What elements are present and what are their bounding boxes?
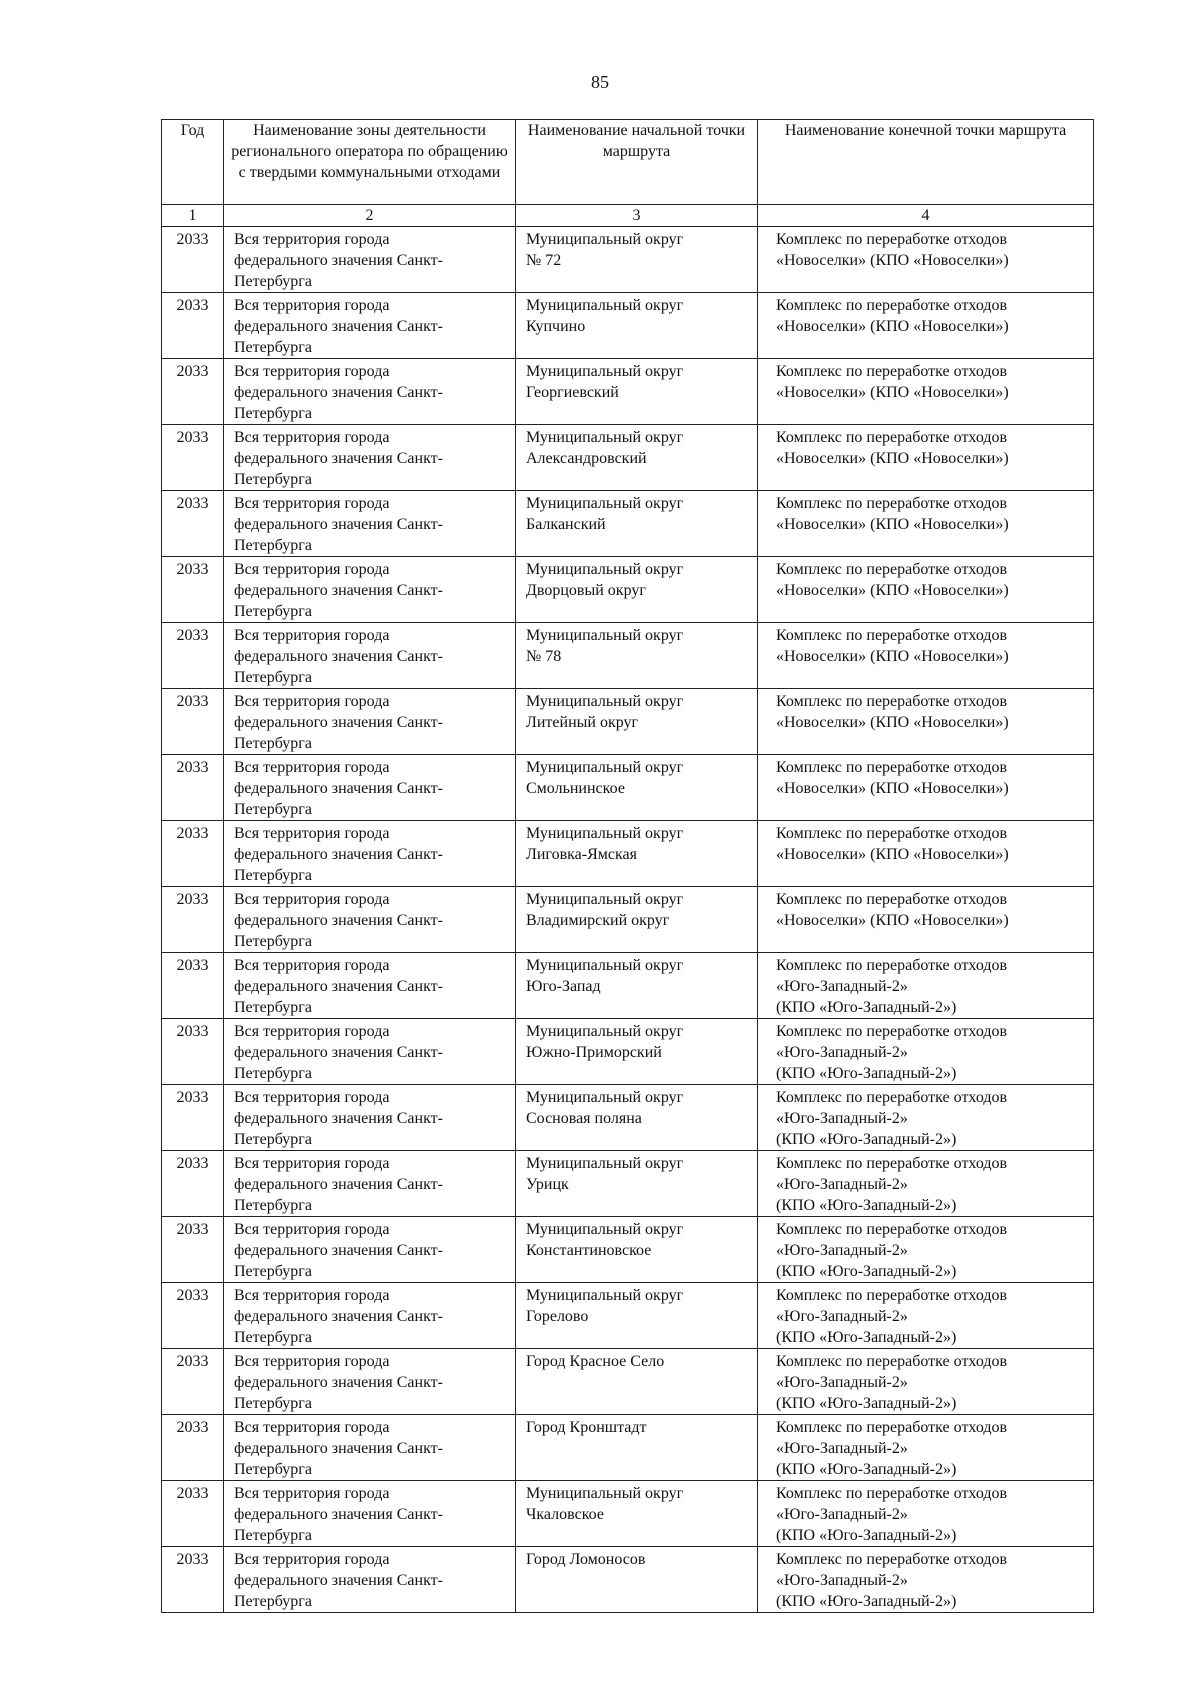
- end-point-cell: [758, 425, 1094, 491]
- end-point-cell: [758, 821, 1094, 887]
- table-row: [162, 1415, 1094, 1481]
- header-start-point: Наименование начальной точки маршрута: [516, 120, 758, 205]
- start-point-cell-line: Муниципальный округ: [526, 693, 684, 710]
- column-number: 2: [224, 205, 516, 227]
- start-point-cell-line: Город Ломоносов: [526, 1551, 646, 1568]
- start-point-cell: [516, 1283, 758, 1349]
- zone-cell-line: Петербурга: [234, 405, 312, 422]
- end-point-cell-line: «Юго-Западный-2»: [776, 1044, 908, 1061]
- end-point-cell: [758, 689, 1094, 755]
- end-point-cell-line: «Новоселки» (КПО «Новоселки»): [776, 450, 1009, 467]
- zone-cell-line: Вся территория города: [234, 1221, 390, 1238]
- zone-cell: [224, 1217, 516, 1283]
- start-point-cell-line: Литейный округ: [526, 714, 639, 731]
- zone-cell-line: Петербурга: [234, 1263, 312, 1280]
- zone-cell: [224, 1415, 516, 1481]
- zone-cell: [224, 1151, 516, 1217]
- zone-cell-line: федерального значения Санкт-: [234, 912, 443, 929]
- start-point-cell: [516, 1349, 758, 1415]
- zone-cell-line: федерального значения Санкт-: [234, 648, 443, 665]
- zone-cell: [224, 821, 516, 887]
- column-number: 3: [516, 205, 758, 227]
- start-point-cell-line: Муниципальный округ: [526, 1485, 684, 1502]
- table-row: [162, 359, 1094, 425]
- start-point-cell-line: Муниципальный округ: [526, 429, 684, 446]
- end-point-cell-line: Комплекс по переработке отходов: [776, 561, 1008, 578]
- zone-cell-line: федерального значения Санкт-: [234, 1044, 443, 1061]
- end-point-cell-line: Комплекс по переработке отходов: [776, 693, 1008, 710]
- zone-cell-line: федерального значения Санкт-: [234, 780, 443, 797]
- zone-cell-line: Петербурга: [234, 273, 312, 290]
- end-point-cell: [758, 359, 1094, 425]
- end-point-cell-line: Комплекс по переработке отходов: [776, 759, 1008, 776]
- zone-cell-line: Вся территория города: [234, 1353, 390, 1370]
- end-point-cell-line: (КПО «Юго-Западный-2»): [776, 999, 957, 1016]
- year-cell: 2033: [162, 425, 224, 491]
- start-point-cell-line: Юго-Запад: [526, 978, 601, 995]
- zone-cell-line: Петербурга: [234, 1461, 312, 1478]
- start-point-cell: [516, 953, 758, 1019]
- start-point-cell: [516, 755, 758, 821]
- zone-cell-line: федерального значения Санкт-: [234, 582, 443, 599]
- start-point-cell-line: Балканский: [526, 516, 606, 533]
- zone-cell-line: Петербурга: [234, 735, 312, 752]
- start-point-cell-line: Дворцовый округ: [526, 582, 646, 599]
- end-point-cell-line: «Юго-Западный-2»: [776, 1110, 908, 1127]
- start-point-cell-line: Лиговка-Ямская: [526, 846, 637, 863]
- zone-cell: [224, 1547, 516, 1613]
- zone-cell: [224, 1349, 516, 1415]
- end-point-cell-line: «Новоселки» (КПО «Новоселки»): [776, 780, 1009, 797]
- zone-cell-line: федерального значения Санкт-: [234, 846, 443, 863]
- zone-cell-line: Вся территория города: [234, 231, 390, 248]
- start-point-cell: [516, 1217, 758, 1283]
- start-point-cell: [516, 293, 758, 359]
- start-point-cell-line: Муниципальный округ: [526, 231, 684, 248]
- end-point-cell-line: Комплекс по переработке отходов: [776, 297, 1008, 314]
- zone-cell-line: Петербурга: [234, 867, 312, 884]
- zone-cell-line: федерального значения Санкт-: [234, 978, 443, 995]
- year-cell: 2033: [162, 491, 224, 557]
- start-point-cell-line: Муниципальный округ: [526, 759, 684, 776]
- zone-cell: [224, 425, 516, 491]
- end-point-cell-line: Комплекс по переработке отходов: [776, 825, 1008, 842]
- zone-cell-line: Вся территория города: [234, 957, 390, 974]
- zone-cell-line: федерального значения Санкт-: [234, 1440, 443, 1457]
- zone-cell: [224, 887, 516, 953]
- header-row: [162, 120, 1094, 205]
- end-point-cell-line: Комплекс по переработке отходов: [776, 363, 1008, 380]
- table-row: [162, 227, 1094, 293]
- zone-cell-line: федерального значения Санкт-: [234, 1242, 443, 1259]
- column-number: 4: [758, 205, 1094, 227]
- table-row: [162, 557, 1094, 623]
- end-point-cell: [758, 1415, 1094, 1481]
- zone-cell: [224, 953, 516, 1019]
- table-row: [162, 293, 1094, 359]
- zone-cell-line: Вся территория города: [234, 1023, 390, 1040]
- table-row: [162, 1283, 1094, 1349]
- year-cell: 2033: [162, 293, 224, 359]
- start-point-cell-line: Муниципальный округ: [526, 891, 684, 908]
- zone-cell-line: федерального значения Санкт-: [234, 516, 443, 533]
- start-point-cell-line: Муниципальный округ: [526, 495, 684, 512]
- zone-cell-line: Петербурга: [234, 933, 312, 950]
- end-point-cell: [758, 227, 1094, 293]
- start-point-cell: [516, 1085, 758, 1151]
- zone-cell-line: Петербурга: [234, 1329, 312, 1346]
- start-point-cell: [516, 359, 758, 425]
- zone-cell-line: Петербурга: [234, 339, 312, 356]
- end-point-cell-line: (КПО «Юго-Западный-2»): [776, 1593, 957, 1610]
- start-point-cell-line: Муниципальный округ: [526, 363, 684, 380]
- zone-cell: [224, 1283, 516, 1349]
- zone-cell-line: Петербурга: [234, 1131, 312, 1148]
- start-point-cell-line: Муниципальный округ: [526, 825, 684, 842]
- zone-cell-line: Петербурга: [234, 471, 312, 488]
- year-cell: 2033: [162, 1481, 224, 1547]
- page-number: 85: [591, 72, 609, 92]
- header-zone: Наименование зоны деятельности регионального оператора по обращению с твердыми коммунальными отходами: [224, 120, 516, 205]
- end-point-cell-line: (КПО «Юго-Западный-2»): [776, 1461, 957, 1478]
- year-cell: 2033: [162, 227, 224, 293]
- start-point-cell: [516, 491, 758, 557]
- end-point-cell-line: Комплекс по переработке отходов: [776, 1287, 1008, 1304]
- end-point-cell-line: «Новоселки» (КПО «Новоселки»): [776, 648, 1009, 665]
- zone-cell-line: Петербурга: [234, 537, 312, 554]
- start-point-cell-line: Муниципальный округ: [526, 1089, 684, 1106]
- end-point-cell-line: Комплекс по переработке отходов: [776, 1551, 1008, 1568]
- start-point-cell: [516, 821, 758, 887]
- table-row: [162, 755, 1094, 821]
- route-table: [161, 119, 1094, 1613]
- table-row: [162, 1085, 1094, 1151]
- year-cell: 2033: [162, 359, 224, 425]
- end-point-cell: [758, 1151, 1094, 1217]
- end-point-cell-line: Комплекс по переработке отходов: [776, 1485, 1008, 1502]
- zone-cell-line: Вся территория города: [234, 1155, 390, 1172]
- end-point-cell-line: «Новоселки» (КПО «Новоселки»): [776, 516, 1009, 533]
- end-point-cell-line: «Новоселки» (КПО «Новоселки»): [776, 384, 1009, 401]
- start-point-cell-line: № 78: [526, 648, 562, 665]
- zone-cell-line: федерального значения Санкт-: [234, 1506, 443, 1523]
- zone-cell-line: федерального значения Санкт-: [234, 318, 443, 335]
- end-point-cell-line: (КПО «Юго-Западный-2»): [776, 1065, 957, 1082]
- start-point-cell-line: Город Красное Село: [526, 1353, 665, 1370]
- zone-cell-line: Вся территория города: [234, 1089, 390, 1106]
- start-point-cell: [516, 623, 758, 689]
- start-point-cell-line: Муниципальный округ: [526, 957, 684, 974]
- table-row: [162, 1481, 1094, 1547]
- zone-cell: [224, 557, 516, 623]
- start-point-cell-line: Муниципальный округ: [526, 561, 684, 578]
- year-cell: 2033: [162, 1283, 224, 1349]
- zone-cell: [224, 689, 516, 755]
- start-point-cell-line: Южно-Приморский: [526, 1044, 662, 1061]
- year-cell: 2033: [162, 1547, 224, 1613]
- year-cell: 2033: [162, 755, 224, 821]
- zone-cell-line: Вся территория города: [234, 495, 390, 512]
- end-point-cell: [758, 1217, 1094, 1283]
- end-point-cell-line: Комплекс по переработке отходов: [776, 957, 1008, 974]
- zone-cell-line: Вся территория города: [234, 297, 390, 314]
- end-point-cell: [758, 1547, 1094, 1613]
- zone-cell: [224, 623, 516, 689]
- zone-cell: [224, 491, 516, 557]
- year-cell: 2033: [162, 887, 224, 953]
- end-point-cell-line: (КПО «Юго-Западный-2»): [776, 1395, 957, 1412]
- start-point-cell-line: Урицк: [526, 1176, 569, 1193]
- column-number-row: [162, 205, 1094, 227]
- start-point-cell-line: Горелово: [526, 1308, 589, 1325]
- column-number: 1: [162, 205, 224, 227]
- end-point-cell-line: (КПО «Юго-Западный-2»): [776, 1329, 957, 1346]
- zone-cell-line: Вся территория города: [234, 693, 390, 710]
- table-header: [162, 120, 1094, 227]
- zone-cell-line: Вся территория города: [234, 825, 390, 842]
- zone-cell-line: Петербурга: [234, 1395, 312, 1412]
- end-point-cell-line: «Новоселки» (КПО «Новоселки»): [776, 714, 1009, 731]
- end-point-cell-line: «Юго-Западный-2»: [776, 1440, 908, 1457]
- zone-cell: [224, 1481, 516, 1547]
- zone-cell: [224, 1019, 516, 1085]
- zone-cell-line: Вся территория города: [234, 1419, 390, 1436]
- end-point-cell: [758, 953, 1094, 1019]
- zone-cell-line: Петербурга: [234, 603, 312, 620]
- zone-cell: [224, 293, 516, 359]
- table-row: [162, 1547, 1094, 1613]
- end-point-cell-line: Комплекс по переработке отходов: [776, 891, 1008, 908]
- zone-cell-line: Вся территория города: [234, 1485, 390, 1502]
- year-cell: 2033: [162, 1019, 224, 1085]
- year-cell: 2033: [162, 1349, 224, 1415]
- end-point-cell: [758, 623, 1094, 689]
- end-point-cell-line: Комплекс по переработке отходов: [776, 627, 1008, 644]
- end-point-cell: [758, 1019, 1094, 1085]
- end-point-cell-line: «Юго-Западный-2»: [776, 1308, 908, 1325]
- start-point-cell-line: Муниципальный округ: [526, 627, 684, 644]
- end-point-cell-line: «Новоселки» (КПО «Новоселки»): [776, 582, 1009, 599]
- table-row: [162, 1217, 1094, 1283]
- zone-cell-line: Вся территория города: [234, 1287, 390, 1304]
- year-cell: 2033: [162, 1151, 224, 1217]
- end-point-cell-line: «Юго-Западный-2»: [776, 978, 908, 995]
- end-point-cell-line: «Новоселки» (КПО «Новоселки»): [776, 318, 1009, 335]
- year-cell: 2033: [162, 953, 224, 1019]
- start-point-cell-line: Георгиевский: [526, 384, 619, 401]
- start-point-cell-line: Смольнинское: [526, 780, 625, 797]
- end-point-cell-line: (КПО «Юго-Западный-2»): [776, 1197, 957, 1214]
- start-point-cell-line: Александровский: [526, 450, 647, 467]
- year-cell: 2033: [162, 557, 224, 623]
- start-point-cell-line: Муниципальный округ: [526, 1155, 684, 1172]
- end-point-cell: [758, 1283, 1094, 1349]
- zone-cell-line: Вся территория города: [234, 627, 390, 644]
- year-cell: 2033: [162, 1085, 224, 1151]
- end-point-cell: [758, 755, 1094, 821]
- start-point-cell-line: Город Кронштадт: [526, 1419, 647, 1436]
- table-row: [162, 491, 1094, 557]
- table-row: [162, 821, 1094, 887]
- end-point-cell-line: «Юго-Западный-2»: [776, 1374, 908, 1391]
- end-point-cell: [758, 1085, 1094, 1151]
- table-row: [162, 425, 1094, 491]
- zone-cell-line: Вся территория города: [234, 561, 390, 578]
- zone-cell-line: Вся территория города: [234, 429, 390, 446]
- year-cell: 2033: [162, 689, 224, 755]
- table-row: [162, 887, 1094, 953]
- end-point-cell-line: (КПО «Юго-Западный-2»): [776, 1131, 957, 1148]
- zone-cell-line: Петербурга: [234, 999, 312, 1016]
- end-point-cell: [758, 293, 1094, 359]
- end-point-cell-line: Комплекс по переработке отходов: [776, 429, 1008, 446]
- table-body: [162, 227, 1094, 1613]
- end-point-cell-line: Комплекс по переработке отходов: [776, 495, 1008, 512]
- end-point-cell-line: Комплекс по переработке отходов: [776, 231, 1008, 248]
- end-point-cell-line: (КПО «Юго-Западный-2»): [776, 1263, 957, 1280]
- start-point-cell-line: № 72: [526, 252, 562, 269]
- year-cell: 2033: [162, 1415, 224, 1481]
- start-point-cell-line: Чкаловское: [526, 1506, 604, 1523]
- end-point-cell-line: «Новоселки» (КПО «Новоселки»): [776, 912, 1009, 929]
- zone-cell: [224, 359, 516, 425]
- zone-cell-line: федерального значения Санкт-: [234, 252, 443, 269]
- zone-cell-line: Петербурга: [234, 669, 312, 686]
- zone-cell-line: федерального значения Санкт-: [234, 450, 443, 467]
- zone-cell-line: Вся территория города: [234, 363, 390, 380]
- table-row: [162, 1349, 1094, 1415]
- zone-cell-line: Петербурга: [234, 1065, 312, 1082]
- end-point-cell-line: Комплекс по переработке отходов: [776, 1155, 1008, 1172]
- start-point-cell: [516, 425, 758, 491]
- zone-cell: [224, 227, 516, 293]
- end-point-cell-line: «Юго-Западный-2»: [776, 1572, 908, 1589]
- end-point-cell-line: «Новоселки» (КПО «Новоселки»): [776, 252, 1009, 269]
- table-row: [162, 1019, 1094, 1085]
- table-row: [162, 623, 1094, 689]
- end-point-cell-line: «Юго-Западный-2»: [776, 1242, 908, 1259]
- year-cell: 2033: [162, 1217, 224, 1283]
- start-point-cell: [516, 1151, 758, 1217]
- year-cell: 2033: [162, 623, 224, 689]
- zone-cell: [224, 1085, 516, 1151]
- end-point-cell-line: «Новоселки» (КПО «Новоселки»): [776, 846, 1009, 863]
- zone-cell-line: Петербурга: [234, 1197, 312, 1214]
- header-end-point: Наименование конечной точки маршрута: [758, 120, 1094, 205]
- header-year: Год: [162, 120, 224, 205]
- start-point-cell-line: Константиновское: [526, 1242, 652, 1259]
- zone-cell-line: федерального значения Санкт-: [234, 714, 443, 731]
- year-cell: 2033: [162, 821, 224, 887]
- start-point-cell: [516, 1019, 758, 1085]
- zone-cell: [224, 755, 516, 821]
- start-point-cell-line: Сосновая поляна: [526, 1110, 642, 1127]
- zone-cell-line: федерального значения Санкт-: [234, 1572, 443, 1589]
- start-point-cell-line: Муниципальный округ: [526, 1287, 684, 1304]
- start-point-cell-line: Муниципальный округ: [526, 1221, 684, 1238]
- zone-cell-line: федерального значения Санкт-: [234, 1176, 443, 1193]
- end-point-cell: [758, 887, 1094, 953]
- start-point-cell: [516, 1547, 758, 1613]
- end-point-cell-line: Комплекс по переработке отходов: [776, 1089, 1008, 1106]
- start-point-cell-line: Муниципальный округ: [526, 1023, 684, 1040]
- end-point-cell-line: (КПО «Юго-Западный-2»): [776, 1527, 957, 1544]
- start-point-cell: [516, 227, 758, 293]
- zone-cell-line: Петербурга: [234, 1527, 312, 1544]
- start-point-cell: [516, 1415, 758, 1481]
- zone-cell-line: федерального значения Санкт-: [234, 1110, 443, 1127]
- zone-cell-line: Петербурга: [234, 1593, 312, 1610]
- end-point-cell-line: Комплекс по переработке отходов: [776, 1353, 1008, 1370]
- table-row: [162, 689, 1094, 755]
- zone-cell-line: Петербурга: [234, 801, 312, 818]
- zone-cell-line: Вся территория города: [234, 759, 390, 776]
- end-point-cell-line: Комплекс по переработке отходов: [776, 1221, 1008, 1238]
- zone-cell-line: федерального значения Санкт-: [234, 1374, 443, 1391]
- start-point-cell: [516, 1481, 758, 1547]
- end-point-cell: [758, 1349, 1094, 1415]
- table-row: [162, 953, 1094, 1019]
- zone-cell-line: федерального значения Санкт-: [234, 384, 443, 401]
- start-point-cell-line: Владимирский округ: [526, 912, 670, 929]
- end-point-cell: [758, 491, 1094, 557]
- end-point-cell-line: Комплекс по переработке отходов: [776, 1023, 1008, 1040]
- start-point-cell: [516, 557, 758, 623]
- start-point-cell-line: Купчино: [526, 318, 586, 335]
- start-point-cell-line: Муниципальный округ: [526, 297, 684, 314]
- start-point-cell: [516, 887, 758, 953]
- end-point-cell-line: Комплекс по переработке отходов: [776, 1419, 1008, 1436]
- zone-cell-line: федерального значения Санкт-: [234, 1308, 443, 1325]
- end-point-cell: [758, 557, 1094, 623]
- zone-cell-line: Вся территория города: [234, 891, 390, 908]
- end-point-cell-line: «Юго-Западный-2»: [776, 1506, 908, 1523]
- end-point-cell-line: «Юго-Западный-2»: [776, 1176, 908, 1193]
- end-point-cell: [758, 1481, 1094, 1547]
- table-row: [162, 1151, 1094, 1217]
- zone-cell-line: Вся территория города: [234, 1551, 390, 1568]
- start-point-cell: [516, 689, 758, 755]
